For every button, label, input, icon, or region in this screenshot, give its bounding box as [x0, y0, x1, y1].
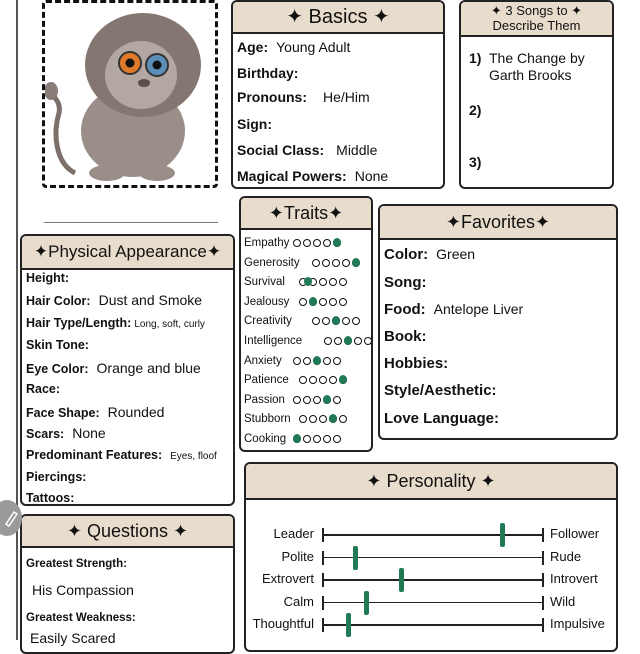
trait-label: Creativity: [244, 315, 292, 328]
rating-circle: [319, 376, 327, 384]
rating-mark: [323, 395, 331, 404]
rating-mark: [352, 258, 360, 267]
physical-panel: [20, 234, 235, 506]
character-portrait: [42, 0, 218, 188]
rating-mark: [329, 414, 337, 423]
rating-circle: [329, 376, 337, 384]
scale-right-label: Follower: [550, 526, 600, 541]
weakness-label: Greatest Weakness:: [26, 612, 136, 624]
trait-row-anxiety: [244, 355, 282, 367]
rating-circle: [324, 337, 332, 345]
trait-label: Cooking: [244, 433, 287, 445]
rating-circle: [293, 357, 301, 365]
rating-circle: [313, 239, 321, 247]
song-1-line2: Garth Brooks: [489, 67, 572, 83]
skin-tone-label: Skin Tone:: [26, 338, 89, 352]
rating-circle: [333, 396, 341, 404]
rating-circle: [313, 396, 321, 404]
trait-label: Passion: [244, 393, 285, 406]
scale-end-tick: [322, 618, 324, 632]
fav-hobbies-label: Hobbies:: [384, 355, 449, 372]
basics-header: ✦ Basics ✦: [233, 2, 443, 34]
trait-label: Generosity: [244, 256, 300, 269]
scars-label: Scars:: [26, 427, 65, 441]
scale-line: [322, 602, 542, 604]
personality-header: ✦ Personality ✦: [246, 464, 616, 500]
songs-header: [461, 2, 612, 37]
page-edge: [16, 0, 18, 640]
song-number-1: 1): [469, 50, 482, 66]
rating-circle: [323, 357, 331, 365]
songs-title-line1: ✦ 3 Songs to ✦: [490, 3, 583, 18]
scale-left-label: Calm: [283, 593, 314, 609]
pencil-icon: [0, 500, 22, 536]
rating-circle: [312, 259, 320, 267]
rating-mark: [313, 356, 321, 365]
trait-row-cooking: [244, 433, 286, 445]
scale-marker: [346, 613, 351, 637]
scale-marker: [353, 546, 358, 570]
edit-button[interactable]: [0, 500, 22, 536]
rating-mark: [339, 375, 347, 384]
scale-marker: [364, 591, 369, 615]
race-label: Race:: [26, 382, 61, 396]
piercings-label: Piercings:: [26, 470, 87, 484]
rating-circle: [332, 259, 340, 267]
age-value: Young Adult: [276, 39, 351, 55]
trait-label: Patience: [244, 374, 289, 387]
scale-right-label: Rude: [550, 548, 582, 564]
rating-circle: [319, 298, 327, 306]
scale-left-label: Thoughtful: [252, 616, 314, 631]
rating-circle: [333, 357, 341, 365]
scale-right-label: Impulsive: [550, 616, 605, 631]
birthday-label: Birthday:: [237, 65, 299, 81]
rating-circle: [309, 376, 317, 384]
physical-header: ✦Physical Appearance✦: [22, 236, 233, 270]
trait-label: Intelligence: [244, 335, 303, 347]
songs-title-line2: Describe Them: [492, 18, 581, 33]
rating-circle: [303, 396, 311, 404]
song-number-2: 2): [469, 102, 482, 118]
hair-type-value: Long, soft, curly: [134, 319, 205, 330]
hair-color-label: Hair Color:: [26, 294, 91, 308]
scale-end-tick: [322, 573, 324, 587]
scale-end-tick: [542, 618, 544, 632]
scale-right-label: Introvert: [550, 571, 598, 586]
features-value: Eyes, floof: [170, 451, 217, 462]
favorites-panel: [378, 204, 618, 440]
rating-circle: [309, 415, 317, 423]
questions-header: ✦ Questions ✦: [22, 516, 233, 548]
rating-circle: [299, 298, 307, 306]
trait-label: Stubborn: [244, 413, 291, 426]
fav-food-label: Food:: [384, 301, 426, 318]
trait-label: Jealousy: [244, 295, 290, 308]
rating-circle: [339, 278, 347, 286]
rating-circle: [303, 239, 311, 247]
trait-row-patience: [244, 374, 289, 386]
rating-circle: [329, 298, 337, 306]
trait-label: Anxiety: [244, 354, 282, 367]
trait-row-passion: [244, 394, 285, 406]
rating-circle: [303, 357, 311, 365]
scale-left-label: Extrovert: [261, 571, 314, 586]
scale-end-tick: [542, 573, 544, 587]
rating-circle: [319, 278, 327, 286]
scale-end-tick: [322, 551, 324, 565]
rating-circle: [319, 415, 327, 423]
scale-marker: [399, 568, 404, 592]
pronouns-value: He/Him: [323, 89, 370, 105]
rating-circle: [299, 415, 307, 423]
traits-header: ✦Traits✦: [241, 198, 371, 230]
fav-color-value: Green: [436, 246, 476, 262]
trait-row-survival: [244, 276, 285, 288]
scale-line: [322, 579, 542, 581]
rating-circle: [339, 298, 347, 306]
rating-circle: [293, 396, 301, 404]
fav-book-label: Book:: [384, 328, 427, 345]
age-label: Age:: [237, 39, 269, 55]
rating-circle: [354, 337, 362, 345]
fav-color-label: Color:: [384, 246, 429, 263]
rating-mark: [293, 434, 301, 443]
height-label: Height:: [26, 271, 70, 285]
rating-circle: [352, 317, 360, 325]
favorites-header: ✦Favorites✦: [380, 206, 616, 240]
fav-love-language-label: Love Language:: [384, 410, 500, 427]
fav-style-label: Style/Aesthetic:: [384, 382, 497, 399]
scale-end-tick: [542, 596, 544, 610]
rating-circle: [303, 435, 311, 443]
rating-mark: [309, 297, 317, 306]
rating-circle: [342, 259, 350, 267]
song-number-3: 3): [469, 154, 482, 170]
scale-line: [322, 624, 542, 626]
scale-end-tick: [322, 528, 324, 542]
scale-marker: [500, 523, 505, 547]
songs-panel: [459, 0, 614, 189]
sign-label: Sign:: [237, 116, 272, 132]
strength-label: Greatest Strength:: [26, 558, 127, 570]
social-class-value: Middle: [336, 142, 378, 158]
rating-circle: [299, 376, 307, 384]
face-shape-label: Face Shape:: [26, 406, 100, 420]
magical-powers-label: Magical Powers:: [237, 168, 347, 184]
trait-row-intelligence: [244, 335, 302, 347]
hair-type-label: Hair Type/Length:: [26, 316, 132, 330]
magical-powers-value: None: [354, 168, 389, 184]
scale-left-label: Polite: [281, 548, 314, 564]
rating-circle: [323, 435, 331, 443]
rating-circle: [312, 317, 320, 325]
rating-circle: [329, 278, 337, 286]
eye-color-label: Eye Color:: [26, 362, 89, 376]
scale-end-tick: [542, 551, 544, 565]
questions-panel: [20, 514, 235, 654]
eye-color-value: Orange and blue: [96, 360, 201, 376]
pronouns-label: Pronouns:: [237, 89, 307, 105]
scale-line: [322, 534, 542, 536]
rating-circle: [339, 415, 347, 423]
scale-end-tick: [542, 528, 544, 542]
trait-row-jealousy: [244, 296, 289, 308]
traits-panel: [239, 196, 373, 452]
rating-circle: [334, 337, 342, 345]
scars-value: None: [72, 425, 106, 441]
scale-right-label: Wild: [550, 593, 576, 609]
rating-circle: [333, 435, 341, 443]
rating-mark: [333, 238, 341, 247]
lion-cub-illustration: [45, 3, 215, 185]
trait-label: Empathy: [244, 237, 290, 249]
trait-label: Survival: [244, 276, 285, 289]
rating-circle: [323, 239, 331, 247]
rating-circle: [322, 317, 330, 325]
basics-panel: [231, 0, 445, 189]
fav-song-label: Song:: [384, 274, 427, 291]
trait-row-empathy: [244, 237, 289, 249]
hair-color-value: Dust and Smoke: [98, 292, 203, 308]
rating-circle: [322, 259, 330, 267]
rating-mark: [332, 316, 340, 325]
scale-end-tick: [322, 596, 324, 610]
rating-circle: [293, 239, 301, 247]
weakness-value: Easily Scared: [30, 630, 116, 646]
strength-value: His Compassion: [32, 582, 134, 598]
scale-left-label: Leader: [273, 526, 314, 541]
rating-circle: [364, 337, 372, 345]
personality-panel: [244, 462, 618, 652]
rating-circle: [313, 435, 321, 443]
trait-row-stubborn: [244, 413, 291, 425]
features-label: Predominant Features:: [26, 448, 163, 462]
social-class-label: Social Class:: [237, 142, 325, 158]
rating-mark: [344, 336, 352, 345]
fav-food-value: Antelope Liver: [433, 301, 524, 317]
trait-row-generosity: [244, 257, 300, 269]
song-1-line1: The Change by: [489, 50, 585, 66]
tattoos-label: Tattoos:: [26, 491, 75, 505]
face-shape-value: Rounded: [107, 404, 165, 420]
rating-circle: [342, 317, 350, 325]
divider: [44, 222, 218, 223]
trait-row-creativity: [244, 315, 292, 327]
